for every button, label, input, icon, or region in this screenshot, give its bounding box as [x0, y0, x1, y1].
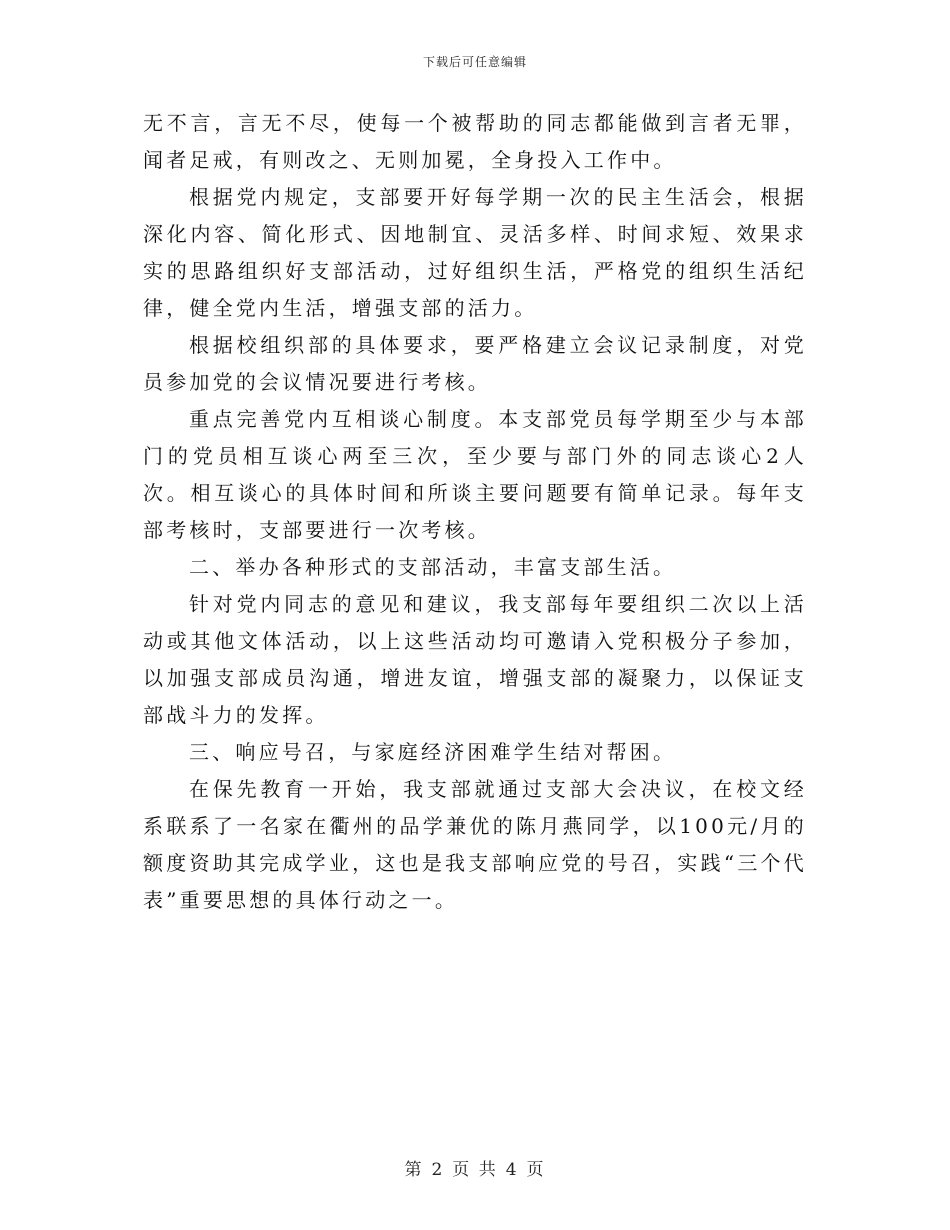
header-note: 下载后可任意编辑 — [422, 55, 527, 69]
paragraph: 根据党内规定，支部要开好每学期一次的民主生活会，根据深化内容、简化形式、因地制宜、灵活多样、时间求短、效果求实的思路组织好支部活动，过好组织生活，严格党的组织生活纪律，健全党内生活，增强支部的活力。 — [143, 185, 807, 320]
total-pages-number: 4 — [505, 1160, 519, 1180]
paragraph: 针对党内同志的意见和建议，我支部每年要组织二次以上活动或其他文体活动，以上这些活动均可邀请入党积极分子参加，以加强支部成员沟通，增进友谊，增强支部的凝聚力，以保证支部战斗力的发挥。 — [143, 592, 807, 727]
paragraph-continuation: 无不言，言无不尽，使每一个被帮助的同志都能做到言者无罪，闻者足戒，有则改之、无则加冕，全身投入工作中。 — [143, 111, 807, 172]
section-heading: 三、响应号召，与家庭经济困难学生结对帮困。 — [189, 740, 677, 764]
footer-suffix: 页 — [526, 1160, 546, 1180]
current-page-number: 2 — [431, 1160, 445, 1180]
section-heading: 二、举办各种形式的支部活动，丰富支部生活。 — [189, 555, 677, 579]
footer-prefix: 第 — [404, 1160, 424, 1180]
paragraph: 重点完善党内互相谈心制度。本支部党员每学期至少与本部门的党员相互谈心两至三次，至少要与部门外的同志谈心2人次。相互谈心的具体时间和所谈主要问题要有简单记录。每年支部考核时，支部要进行一次考核。 — [143, 407, 807, 542]
document-body — [143, 105, 807, 919]
paragraph: 根据校组织部的具体要求，要严格建立会议记录制度，对党员参加党的会议情况要进行考核。 — [143, 333, 807, 394]
paragraph: 在保先教育一开始，我支部就通过支部大会决议，在校文经系联系了一名家在衢州的品学兼优的陈月燕同学，以100元/月的额度资助其完成学业，这也是我支部响应党的号召，实践“三个代表”重要思想的具体行动之一。 — [143, 777, 807, 912]
footer-mid: 页 共 — [452, 1160, 498, 1180]
page-number-footer — [0, 1155, 950, 1180]
